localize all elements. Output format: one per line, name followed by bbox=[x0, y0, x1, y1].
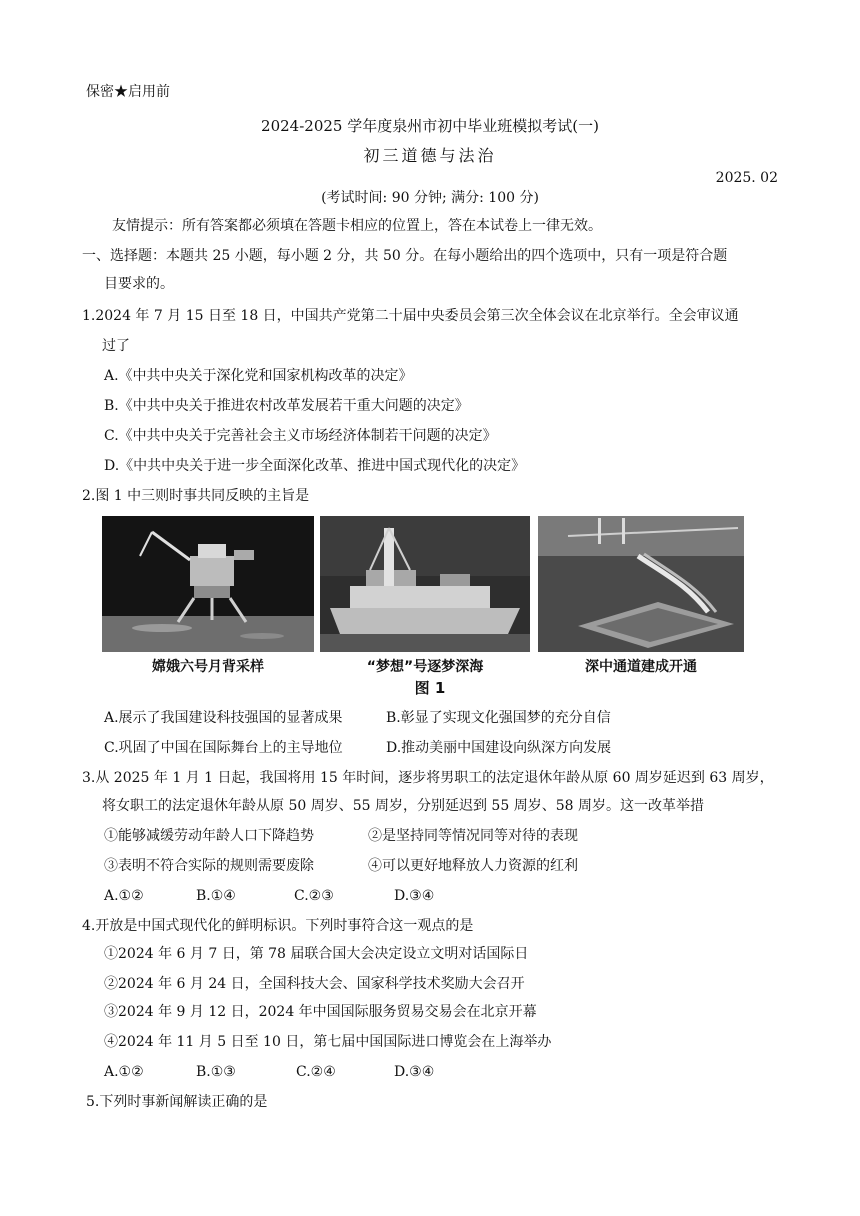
section1-instruction-cont: 目要求的。 bbox=[104, 276, 174, 292]
q4-stem: 4.开放是中国式现代化的鲜明标识。下列时事符合这一观点的是 bbox=[82, 918, 474, 934]
q4-statement-1: ①2024 年 6 月 7 日，第 78 届联合国大会决定设立文明对话国际日 bbox=[104, 946, 529, 962]
exam-date: 2025. 02 bbox=[715, 170, 778, 186]
q2-stem: 2.图 1 中三则时事共同反映的主旨是 bbox=[82, 488, 310, 504]
q2-option-b: B.彰显了实现文化强国梦的充分自信 bbox=[386, 710, 611, 726]
figure-1 bbox=[102, 516, 744, 674]
q3-stem: 3.从 2025 年 1 月 1 日起，我国将用 15 年时间，逐步将男职工的法定退休年龄从原 60 周岁延迟到 63 周岁， bbox=[82, 770, 774, 786]
exam-tip: 友情提示：所有答案都必须填在答题卡相应的位置上，答在本试卷上一律无效。 bbox=[112, 218, 602, 234]
caption-change6: 嫦娥六号月背采样 bbox=[152, 659, 264, 675]
caption-mengxiang: “梦想”号逐梦深海 bbox=[366, 659, 484, 675]
q5-stem: 5.下列时事新闻解读正确的是 bbox=[86, 1094, 268, 1110]
q4-option-c: C.②④ bbox=[296, 1064, 336, 1080]
q3-option-b: B.①④ bbox=[196, 888, 236, 904]
q2-option-c: C.巩固了中国在国际舞台上的主导地位 bbox=[104, 740, 343, 756]
confidential-mark: 保密★启用前 bbox=[86, 84, 170, 100]
q3-statement-3: ③表明不符合实际的规则需要废除 bbox=[104, 858, 314, 874]
figure-1-label: 图 1 bbox=[414, 679, 446, 697]
exam-title: 2024-2025 学年度泉州市初中毕业班模拟考试(一) bbox=[261, 117, 599, 135]
q1-stem-cont: 过了 bbox=[102, 338, 130, 354]
q3-option-d: D.③④ bbox=[394, 888, 435, 904]
q3-option-c: C.②③ bbox=[294, 888, 334, 904]
q4-option-b: B.①③ bbox=[196, 1064, 236, 1080]
q3-stem-cont: 将女职工的法定退休年龄从原 50 周岁、55 周岁，分别延迟到 55 周岁、58 周岁。这一改革举措 bbox=[102, 798, 704, 814]
q4-statement-4: ④2024 年 11 月 5 日至 10 日，第七届中国国际进口博览会在上海举办 bbox=[104, 1034, 552, 1050]
q1-option-c: C.《中共中央关于完善社会主义市场经济体制若干问题的决定》 bbox=[104, 428, 497, 444]
mengxiang-ship-photo bbox=[320, 516, 530, 652]
q1-option-a: A.《中共中央关于深化党和国家机构改革的决定》 bbox=[104, 368, 413, 384]
q2-option-d: D.推动美丽中国建设向纵深方向发展 bbox=[386, 740, 612, 756]
q4-statement-2: ②2024 年 6 月 24 日，全国科技大会、国家科学技术奖励大会召开 bbox=[104, 976, 525, 992]
section1-instruction: 一、选择题：本题共 25 小题，每小题 2 分，共 50 分。在每小题给出的四个选项中，只有一项是符合题 bbox=[82, 248, 728, 264]
q2-option-a: A.展示了我国建设科技强国的显著成果 bbox=[104, 710, 343, 726]
q4-option-d: D.③④ bbox=[394, 1064, 435, 1080]
q4-statement-3: ③2024 年 9 月 12 日，2024 年中国国际服务贸易交易会在北京开幕 bbox=[104, 1004, 537, 1020]
change6-photo bbox=[102, 516, 314, 652]
q4-option-a: A.①② bbox=[104, 1064, 144, 1080]
q3-statement-4: ④可以更好地释放人力资源的红利 bbox=[368, 858, 578, 874]
q1-option-d: D.《中共中央关于进一步全面深化改革、推进中国式现代化的决定》 bbox=[104, 458, 526, 474]
caption-shenzhong: 深中通道建成开通 bbox=[585, 659, 697, 675]
exam-subject: 初三道德与法治 bbox=[363, 146, 497, 165]
q1-option-b: B.《中共中央关于推进农村改革发展若干重大问题的决定》 bbox=[104, 398, 469, 414]
q3-statement-2: ②是坚持同等情况同等对待的表现 bbox=[368, 828, 578, 844]
shenzhong-link-photo bbox=[538, 516, 744, 652]
q3-option-a: A.①② bbox=[104, 888, 144, 904]
exam-time-info: (考试时间: 90 分钟; 满分: 100 分) bbox=[321, 190, 539, 206]
q1-stem: 1.2024 年 7 月 15 日至 18 日，中国共产党第二十届中央委员会第三次全体会议在北京举行。全会审议通 bbox=[82, 308, 739, 324]
q3-statement-1: ①能够减缓劳动年龄人口下降趋势 bbox=[104, 828, 314, 844]
